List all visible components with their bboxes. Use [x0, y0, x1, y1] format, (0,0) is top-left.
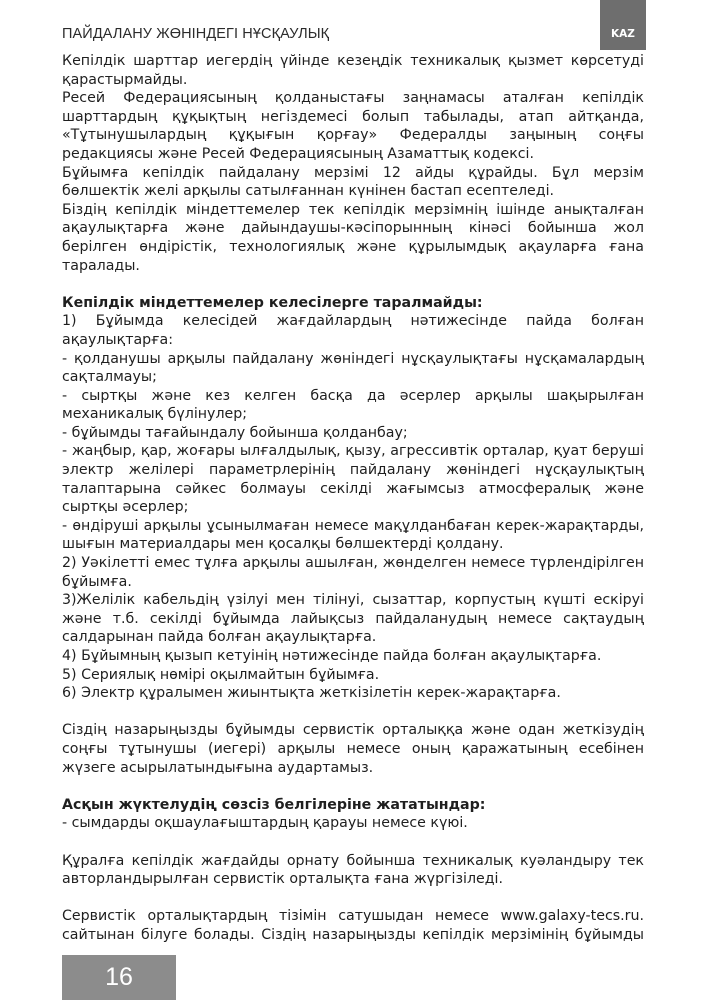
paragraph-diagnostics: Құралға кепілдік жағдайды орнату бойынша техникалық куәландыру тек авторландырылған сервистік орталықта ғана жүргізіледі. — [62, 852, 644, 888]
section-heading-overload: Асқын жүктелудің сөзсіз белгілеріне жататындар: — [62, 796, 486, 813]
page-header — [62, 24, 642, 52]
list-item: - сыртқы және кез келген басқа да әсерлер арқылы шақырылған механикалық бүлінулер; — [62, 387, 644, 423]
paragraph-warranty-obligations: Біздің кепілдік міндеттемелер тек кепілдік мерзімнің ішінде анықталған ақаулықтарға және дайындаушы-кәсіпорынның кінәсі бойынша жол берілген өндірістік, технологиялық және құрылымдық ақауларға ғана таралады. — [62, 201, 644, 274]
paragraph-service-delivery: Сіздің назарыңызды бұйымды сервистік орталыққа және одан жеткізудің соңғы тұтынушы (иегері) арқылы немесе оның қаражатының есебінен жүзеге асырылатындығына аудартамыз. — [62, 722, 644, 776]
paragraph-warranty-service: Кепілдік шарттар иегердің үйінде кезеңдік техникалық қызмет көрсетуді қарастырмайды. — [62, 53, 644, 88]
list-item: - қолданушы арқылы пайдалану жөніндегі нұсқаулықтағы нұсқамалардың сақталмауы; — [62, 350, 644, 386]
list-item: - бұйымды тағайындалу бойынша қолданбау; — [62, 424, 408, 441]
paragraph-legislation: Ресей Федерациясының қолданыстағы заңнамасы аталған кепілдік шарттардың құқықтың негіздемесі болып табылады, атап айтқанда, «Тұтынушылардың құқығын қорғау» Федералды заңының соңғы редакциясы және Ресей Федерациясының Азаматтық кодексі. — [62, 90, 644, 162]
section-heading-exclusions: Кепілдік міндеттемелер келесілерге таралмайды: — [62, 294, 483, 311]
spacer — [62, 275, 644, 294]
page-title: ПАЙДАЛАНУ ЖӨНІНДЕГІ НҰСҚАУЛЫҚ — [62, 26, 330, 42]
paragraph-service-centers: Сервистік орталықтардың тізімін сатушыдан немесе www.galaxy-tecs.ru. сайтынан білуге болады. Сіздің назарыңызды кепілдік мерзімінің бұйымды — [62, 908, 644, 943]
spacer — [62, 777, 644, 796]
list-item: 5) Сериялық нөмірі оқылмайтын бұйымға. — [62, 666, 380, 683]
page-number: 16 — [62, 955, 176, 1000]
spacer — [62, 889, 644, 908]
list-item: 3)Желілік кабельдің үзілуі мен тілінуі, сызаттар, корпустың күшті ескіруі және т.б. секілді бұйымда лайықсыз пайдаланудың немесе сақтаудың салдарынан пайда болған ақаулықтарға. — [62, 592, 644, 646]
language-tab: KAZ — [600, 0, 646, 50]
list-item: - сымдарды оқшаулағыштардың қарауы немесе күюі. — [62, 815, 468, 832]
list-item: - жаңбыр, қар, жоғары ылғалдылық, қызу, агрессивтік орталар, қуат беруші электр желілері параметрлерінің пайдалану жөніндегі нұсқаулықтың талаптарына сәйкес болмауы секілді жағымсыз атмосфералық және сыртқы әсерлер; — [62, 443, 644, 516]
list-item: - өндіруші арқылы ұсынылмаған немесе мақұлданбаған керек-жарақтарды, шығын материалдары мен қосалқы бөлшектерді қолдану. — [62, 517, 644, 553]
paragraph-warranty-period: Бұйымға кепілдік пайдалану мерзімі 12 айды құрайды. Бұл мерзім бөлшектік желі арқылы сатылғаннан күнінен бастап есептеледі. — [62, 164, 644, 200]
spacer — [62, 703, 644, 722]
list-item: 4) Бұйымның қызып кетуінің нәтижесінде пайда болған ақаулықтарға. — [62, 648, 602, 664]
list-item: 2) Уәкілетті емес тұлға арқылы ашылған, жөнделген немесе түрлендірілген бұйымға. — [62, 555, 644, 590]
list-item: 6) Электр құралымен жиынтықта жеткізілетін керек-жарақтарға. — [62, 685, 561, 702]
list-item: 1) Бұйымда келесідей жағдайлардың нәтижесінде пайда болған ақаулықтарға: — [62, 313, 644, 348]
spacer — [62, 833, 644, 852]
page-body — [62, 52, 644, 945]
